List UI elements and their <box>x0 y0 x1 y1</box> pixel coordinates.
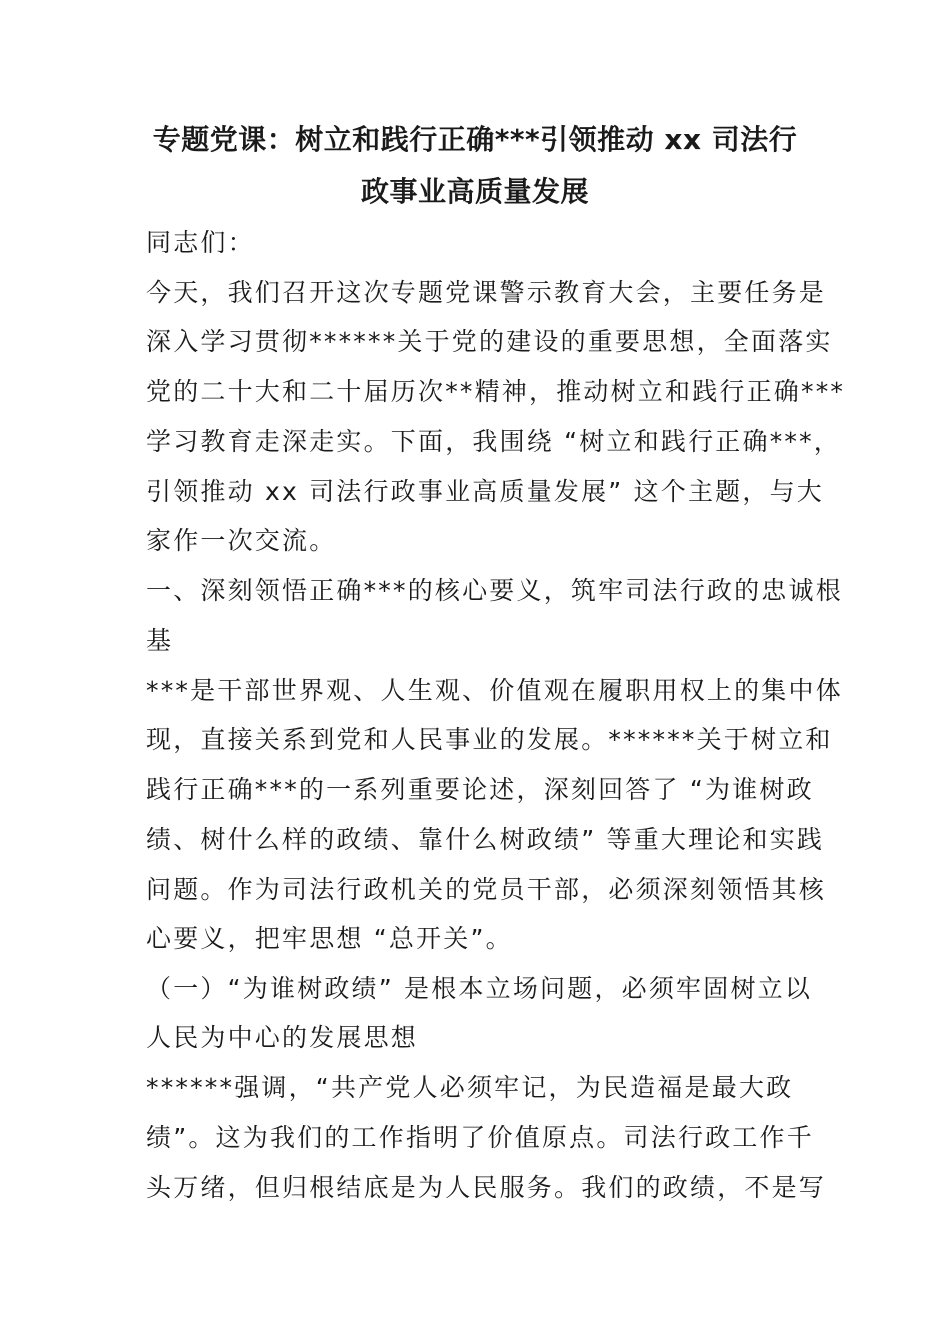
section-heading-line: 基 <box>146 626 174 655</box>
subsection-heading-line: （一）“为谁树政绩” 是根本立场问题，必须牢固树立以 <box>146 974 813 1003</box>
body-line: 心要义，把牢思想 “总开关”。 <box>146 924 513 953</box>
document-title-line-1: 专题党课：树立和践行正确***引领推动 xx 司法行 <box>152 123 798 156</box>
body-line: 现，直接关系到党和人民事业的发展。******关于树立和 <box>146 725 833 754</box>
body-line: 今天，我们召开这次专题党课警示教育大会，主要任务是 <box>146 278 827 307</box>
body-line: 家作一次交流。 <box>146 526 337 555</box>
salutation: 同志们： <box>146 228 255 257</box>
body-line: 绩、树什么样的政绩、靠什么树政绩” 等重大理论和实践 <box>146 825 825 854</box>
body-line: ***是干部世界观、人生观、价值观在履职用权上的集中体 <box>146 676 843 705</box>
body-line: 头万绪，但归根结底是为人民服务。我们的政绩，不是写 <box>146 1173 827 1202</box>
body-line: 学习教育走深走实。下面，我围绕 “树立和践行正确***， <box>146 427 842 456</box>
body-line: ******强调，“共产党人必须牢记，为民造福是最大政 <box>146 1073 794 1102</box>
subsection-heading-line: 人民为中心的发展思想 <box>146 1023 419 1052</box>
body-line: 问题。作为司法行政机关的党员干部，必须深刻领悟其核 <box>146 875 827 904</box>
section-heading-line: 一、深刻领悟正确***的核心要义，筑牢司法行政的忠诚根 <box>146 576 843 605</box>
body-line: 深入学习贯彻******关于党的建设的重要思想，全面落实 <box>146 327 833 356</box>
body-line: 引领推动 xx 司法行政事业高质量发展” 这个主题，与大 <box>146 477 824 506</box>
body-line: 党的二十大和二十届历次**精神，推动树立和践行正确*** <box>146 377 846 406</box>
body-line: 践行正确***的一系列重要论述，深刻回答了 “为谁树政 <box>146 775 814 804</box>
body-line: 绩”。这为我们的工作指明了价值原点。司法行政工作千 <box>146 1123 814 1152</box>
document-title-line-2: 政事业高质量发展 <box>360 175 589 208</box>
